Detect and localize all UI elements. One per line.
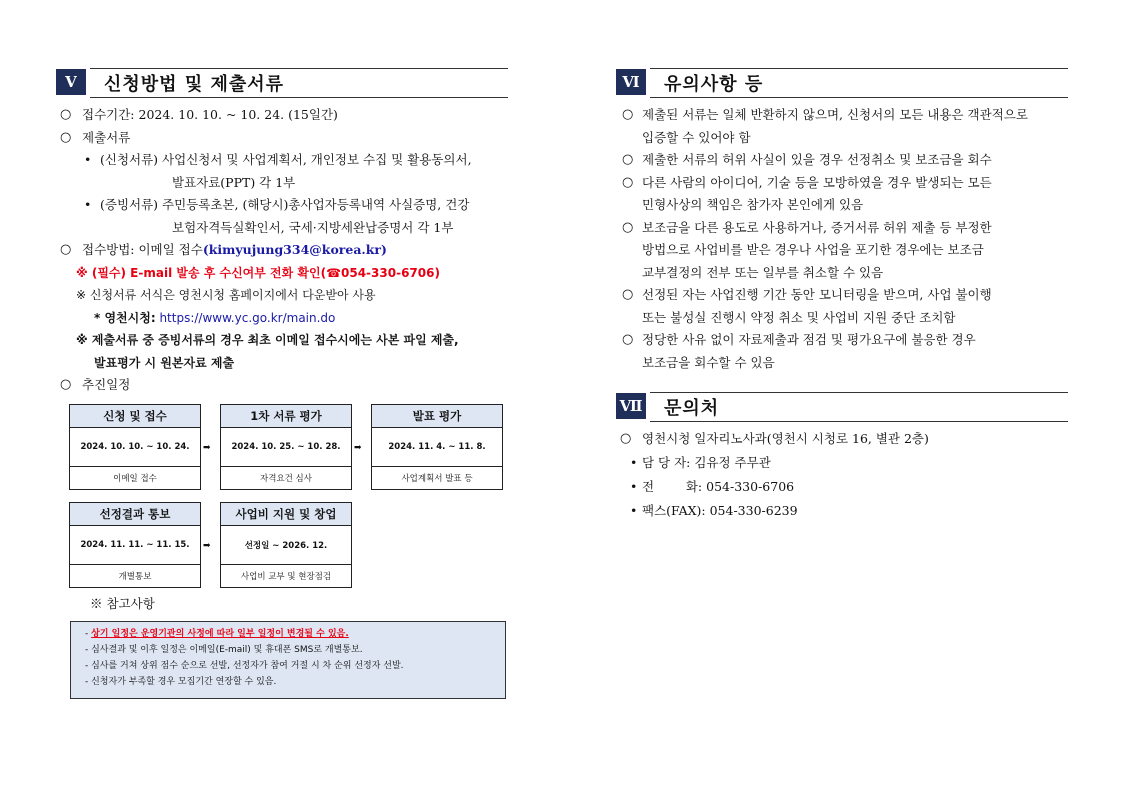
contact-office: ○ 영천시청 일자리노사과(영천시 시청로 16, 별관 2층) [620, 431, 929, 446]
docs-title: ○ 제출서류 [60, 129, 131, 145]
section-7-header [616, 390, 1068, 422]
proof-note-cont: 발표평가 시 원본자료 제출 [94, 355, 235, 370]
proof-docs: • (증빙서류) 주민등록초본, (해당시)총사업자등록내역 사실증명, 건강 [84, 197, 470, 212]
notice-item: ○ 다른 사람의 아이디어, 기술 등을 모방하였을 경우 발생되는 모든 민형사상의 책임은 참가자 본인에게 있음 [622, 174, 992, 212]
ref-warning: 상기 일정은 운영기관의 사정에 따라 일부 일정이 변경될 수 있음. [91, 629, 349, 639]
apply-docs-cont: 발표자료(PPT) 각 1부 [172, 174, 296, 190]
section-6 [616, 66, 1068, 523]
form-note: ※ 신청서류 서식은 영천시청 홈페이지에서 다운받아 사용 [76, 288, 376, 302]
section-title: 신청방법 및 제출서류 [104, 74, 285, 95]
section-number: Ⅶ [616, 393, 646, 419]
site-line: * 영천시청: https://www.yc.go.kr/main.do [94, 310, 336, 325]
site-link[interactable]: https://www.yc.go.kr/main.do [159, 310, 336, 325]
ref-item: - 심사를 거쳐 상위 점수 순으로 선발, 선정자가 참여 거절 시 차 순위 선정자 선발. [85, 661, 404, 671]
schedule-box: 사업비 지원 및 창업 선정일 ~ 2026. 12. 사업비 교부 및 현장점검 [220, 502, 352, 588]
section-title: 문의처 [664, 398, 720, 419]
arrow-icon: ➡ [203, 443, 211, 453]
section-number: Ⅵ [616, 69, 646, 95]
method-line: ○ 접수방법: 이메일 접수(kimyujung334@korea.kr) [60, 242, 387, 257]
ref-item: - 신청자가 부족할 경우 모집기간 연장할 수 있음. [85, 677, 277, 687]
notice-item: ○ 제출된 서류는 일체 반환하지 않으며, 신청서의 모든 내용은 객관적으로 입증할 수 있어야 함 [622, 107, 1028, 145]
arrow-icon: ➡ [203, 541, 211, 551]
apply-docs: • (신청서류) 사업신청서 및 사업계획서, 개인정보 수집 및 활용동의서, [84, 152, 472, 167]
proof-docs-cont: 보험자격득실확인서, 국세·지방세완납증명서 각 1부 [172, 219, 454, 235]
ref-title: ※ 참고사항 [90, 596, 155, 611]
section-number: Ⅴ [56, 69, 86, 95]
notice-item: ○ 선정된 자는 사업진행 기간 동안 모니터링을 받으며, 사업 불이행 또는 불성실 진행시 약정 취소 및 사업비 지원 중단 조치함 [622, 287, 992, 325]
schedule-box: 발표 평가 2024. 11. 4. ~ 11. 8. 사업계획서 발표 등 [371, 404, 503, 490]
period-line: ○ 접수기간: 2024. 10. 10. ~ 10. 24. (15일간) [60, 107, 338, 122]
reference-notes: - 상기 일정은 운영기관의 사정에 따라 일부 일정이 변경될 수 있음. - 심사결과 및 이후 일정은 이메일(E-mail) 및 휴대폰 SMS로 개별통보. - 심사를 거쳐 상위 점수 순으로 선발, 선정자가 참여 거절 시 차 순위 선정자 선발. - 신청자가 부족할 경우 모집기간 연장할 수 있음. [70, 621, 506, 699]
notice-item: ○ 정당한 사유 없이 자료제출과 점검 및 평가요구에 불응한 경우 보조금을 회수할 수 있음 [622, 332, 976, 370]
contact-person: • 담 당 자: 김유정 주무관 [630, 454, 771, 470]
contact-phone: • 전 화: 054-330-6706 [630, 478, 795, 494]
email-address: (kimyujung334@korea.kr) [202, 242, 387, 257]
schedule-title: ○ 추진일정 [60, 377, 131, 392]
ref-item: - 심사결과 및 이후 일정은 이메일(E-mail) 및 휴대폰 SMS로 개별통보. [85, 645, 363, 655]
section-title: 유의사항 등 [664, 74, 764, 95]
section-5-header [56, 66, 508, 98]
contact-fax: • 팩스(FAX): 054-330-6239 [630, 502, 798, 518]
schedule-box: 선정결과 통보 2024. 11. 11. ~ 11. 15. 개별통보 [69, 502, 201, 588]
notice-item: ○ 보조금을 다른 용도로 사용하거나, 증거서류 허위 제출 등 부정한 방법으로 사업비를 받은 경우나 사업을 포기한 경우에는 보조금 교부결정의 전부 또는 일부를 취소할 수 있음 [622, 219, 992, 280]
schedule-box: 1차 서류 평가 2024. 10. 25. ~ 10. 28. 자격요건 심사 [220, 404, 352, 490]
section-6-header [616, 66, 1068, 98]
section-5 [56, 66, 508, 687]
notice-item: ○ 제출한 서류의 허위 사실이 있을 경우 선정취소 및 보조금을 회수 [622, 152, 992, 167]
required-warning: ※ (필수) E-mail 발송 후 수신여부 전화 확인(☎054-330-6706) [76, 265, 440, 280]
schedule-box: 신청 및 접수 2024. 10. 10. ~ 10. 24. 이메일 접수 [69, 404, 201, 490]
arrow-icon: ➡ [354, 443, 362, 453]
proof-note: ※ 제출서류 중 증빙서류의 경우 최초 이메일 접수시에는 사본 파일 제출, [76, 333, 459, 347]
